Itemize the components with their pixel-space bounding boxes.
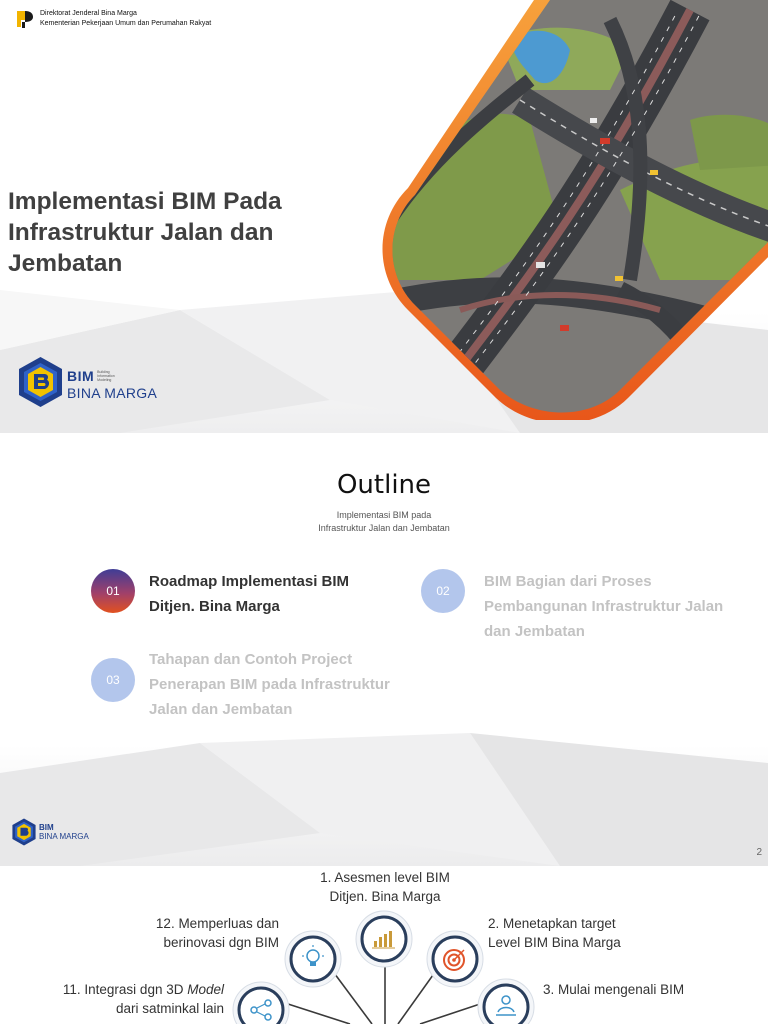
roadmap-step-1-line-2: Ditjen. Bina Marga xyxy=(329,889,441,904)
bina-marga-wordmark-small: BINA MARGA xyxy=(39,832,89,841)
bim-wordmark-small: BIM xyxy=(39,823,54,832)
outline-item-02-line-3: dan Jembatan xyxy=(484,623,585,640)
roadmap-step-1-line-1: 1. Asesmen level BIM xyxy=(320,870,450,885)
bim-bina-marga-logo-small xyxy=(11,818,89,846)
outline-item-01[interactable] xyxy=(149,569,389,619)
learner-icon xyxy=(478,979,534,1024)
ministry-line-1: Direktorat Jenderal Bina Marga xyxy=(40,10,137,17)
roadmap-step-12 xyxy=(80,914,279,952)
outline-item-02[interactable] xyxy=(484,569,754,644)
roadmap-slide xyxy=(0,866,768,1024)
roadmap-step-11-text-a: 11. Integrasi dgn 3D xyxy=(62,982,188,997)
outline-item-01-line-2: Ditjen. Bina Marga xyxy=(149,598,280,615)
roadmap-step-1 xyxy=(290,868,480,906)
share-icon xyxy=(233,982,289,1024)
ministry-line-2: Kementerian Pekerjaan Umum dan Perumahan Rakyat xyxy=(40,20,212,27)
bim-sub-2: Information xyxy=(97,373,115,378)
bim-hexagon-logo-icon xyxy=(11,818,37,846)
roadmap-step-11-line-2: dari satminkal lain xyxy=(115,1001,224,1016)
roadmap-step-11-text-b: Model xyxy=(187,982,224,997)
outline-slide xyxy=(0,433,768,866)
bim-sub-1: Building xyxy=(97,369,110,374)
outline-subtitle-line-1: Implementasi BIM pada xyxy=(336,510,432,520)
outline-subtitle xyxy=(0,509,768,535)
bim-sub-3: Modeling xyxy=(97,377,112,382)
bar-chart-icon xyxy=(356,911,412,967)
roadmap-step-3-line-1: 3. Mulai mengenali BIM xyxy=(543,982,685,997)
bim-wordmark: BIM xyxy=(67,367,95,384)
background-facets xyxy=(0,733,768,866)
target-icon xyxy=(427,931,483,987)
outline-item-03[interactable] xyxy=(149,647,419,722)
roadmap-step-12-line-1: 12. Memperluas dan xyxy=(155,916,279,931)
roadmap-step-11-line-1 xyxy=(20,980,224,999)
lightbulb-icon xyxy=(285,931,341,987)
outline-item-02-line-1: BIM Bagian dari Proses xyxy=(484,573,652,590)
outline-item-01-badge[interactable]: 01 xyxy=(91,569,135,613)
outline-item-02-line-2: Pembangunan Infrastruktur Jalan xyxy=(484,598,724,615)
roadmap-step-2 xyxy=(488,914,688,952)
bim-bina-marga-logo xyxy=(17,356,157,408)
bina-marga-wordmark: BINA MARGA xyxy=(67,384,158,401)
outline-item-02-badge[interactable]: 02 xyxy=(421,569,465,613)
ministry-header xyxy=(15,9,211,30)
outline-item-03-line-3: Jalan dan Jembatan xyxy=(149,701,293,718)
roadmap-step-2-line-2: Level BIM Bina Marga xyxy=(488,935,621,950)
roadmap-step-3 xyxy=(543,980,763,999)
roadmap-step-12-line-2: berinovasi dgn BIM xyxy=(163,935,279,950)
roadmap-step-11 xyxy=(20,980,224,1018)
outline-title: Outline xyxy=(336,470,432,500)
interchange-illustration xyxy=(360,0,768,420)
outline-item-01-line-1: Roadmap Implementasi BIM xyxy=(149,573,350,590)
outline-subtitle-line-2: Infrastruktur Jalan dan Jembatan xyxy=(318,523,450,533)
roadmap-step-2-line-1: 2. Menetapkan target xyxy=(488,916,616,931)
outline-item-03-badge[interactable]: 03 xyxy=(91,658,135,702)
page-number: 2 xyxy=(756,847,762,858)
bim-hexagon-logo-icon xyxy=(17,356,64,408)
outline-item-03-line-1: Tahapan dan Contoh Project xyxy=(149,651,353,668)
pupr-logo-icon xyxy=(15,9,35,30)
outline-item-03-line-2: Penerapan BIM pada Infrastruktur xyxy=(149,676,390,693)
cover-slide xyxy=(0,0,768,433)
cover-title: Implementasi BIM Pada Infrastruktur Jalan dan Jembatan xyxy=(8,188,282,277)
